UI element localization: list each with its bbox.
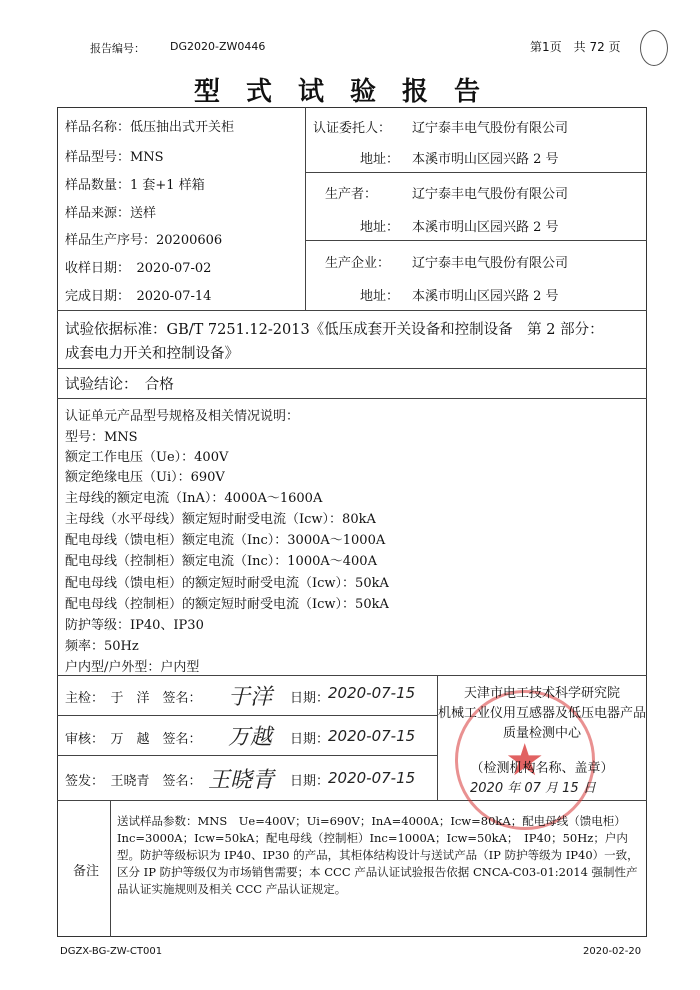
main-inspector-label: 主检： 于 洋 签名： [65, 691, 202, 706]
institution-date: 2020 年 07 月 15 日 [470, 781, 596, 796]
producer: 辽宁泰丰电气股份有限公司 [412, 187, 569, 202]
producer-address: 本溪市明山区园兴路 2 号 [412, 220, 559, 235]
form-code: DGZX-BG-ZW-CT001 [60, 946, 163, 957]
test-standard-cont: 成套电力开关和控制设备》 [65, 346, 239, 362]
client-address: 本溪市明山区园兴路 2 号 [412, 152, 559, 167]
issuer-label: 签发： 王晓青 签名： [65, 774, 202, 789]
seal-star-icon: ★ [505, 735, 545, 786]
receive-date: 收样日期： 2020-07-02 [65, 261, 212, 276]
handwritten-mark [640, 30, 668, 66]
main-date: 2020-07-15 [328, 684, 416, 702]
page-info: 第1页 共 72 页 [530, 40, 621, 54]
report-number-label: 报告编号： [90, 42, 145, 55]
spec-line: 额定绝缘电压（Ui）：690V [65, 470, 225, 485]
sample-source: 样品来源：送样 [65, 206, 157, 221]
sample-name: 样品名称：低压抽出式开关柜 [65, 120, 235, 135]
enterprise-label: 生产企业： [325, 256, 391, 271]
client-label: 认证委托人： [313, 121, 392, 136]
enterprise: 辽宁泰丰电气股份有限公司 [412, 256, 569, 271]
enterprise-address: 本溪市明山区园兴路 2 号 [412, 289, 559, 304]
producer-label: 生产者： [325, 187, 378, 202]
institution-note: （检测机构名称、盖章） [470, 761, 614, 776]
enterprise-address-label: 地址： [360, 289, 400, 304]
review-date: 2020-07-15 [328, 727, 416, 745]
review-date-label: 日期： [290, 732, 330, 747]
sample-model: 样品型号：MNS [65, 150, 164, 165]
complete-date: 完成日期： 2020-07-14 [65, 289, 212, 304]
main-date-label: 日期： [290, 691, 330, 706]
spec-line: 频率：50Hz [65, 639, 139, 654]
spec-line: 户内型/户外型：户内型 [65, 660, 200, 675]
spec-line: 防护等级：IP40、IP30 [65, 618, 204, 633]
institution-name-3: 质量检测中心 [502, 726, 581, 741]
issue-date-label: 日期： [290, 774, 330, 789]
spec-line: 配电母线（馈电柜）额定电流（Inc）：3000A～1000A [65, 533, 386, 548]
reviewer-label: 审核： 万 越 签名： [65, 732, 202, 747]
institution-name-2: 机械工业仪用互感器及低压电器产品 [437, 706, 646, 721]
spec-line: 额定工作电压（Ue）：400V [65, 450, 229, 465]
sample-quantity: 样品数量：1 套+1 样箱 [65, 178, 205, 193]
remarks-text: 送试样品参数：MNS Ue=400V；Ui=690V；InA=4000A；Icw=80kA；配电母线（馈电柜）Inc=3000A；Icw=50kA；配电母线（控制柜）Inc=1000A；Icw=50kA； IP40；50Hz；户内型。防护等级标识为 IP40、IP30 的产品，其柜体结构设计与送试产品（IP 防护等级为 IP40）一致，区分 IP 防护等级仅为市场销售需要；本 CCC 产品认证试验报告依据 CNCA-C03-01:2014 强制性产品认证实施规则及相关 CCC 产品认证规定。 [117, 814, 639, 896]
spec-line: 型号：MNS [65, 430, 138, 445]
spec-line: 配电母线（控制柜）的额定短时耐受电流（Icw）：50kA [65, 597, 389, 612]
test-standard: 试验依据标准：GB/T 7251.12-2013《低压成套开关设备和控制设备 第 2 部分： [65, 322, 604, 338]
report-number: DG2020-ZW0446 [170, 40, 266, 53]
report-title: 型式试验报告 [193, 77, 506, 107]
spec-line: 配电母线（馈电柜）的额定短时耐受电流（Icw）：50kA [65, 576, 389, 591]
issuer-signature: 王晓青 [208, 768, 275, 793]
client: 辽宁泰丰电气股份有限公司 [412, 121, 569, 136]
producer-address-label: 地址： [360, 220, 400, 235]
spec-line: 主母线（水平母线）额定短时耐受电流（Icw）：80kA [65, 512, 376, 527]
spec-line: 主母线的额定电流（InA）：4000A～1600A [65, 491, 323, 506]
test-conclusion: 试验结论： 合格 [65, 377, 174, 393]
form-date: 2020-02-20 [583, 946, 642, 957]
remarks-label: 备注 [73, 864, 100, 879]
client-address-label: 地址： [360, 152, 400, 167]
issue-date: 2020-07-15 [328, 769, 416, 787]
reviewer-signature: 万越 [228, 725, 273, 750]
spec-line: 配电母线（控制柜）额定电流（Inc）：1000A～400A [65, 554, 377, 569]
spec-heading: 认证单元产品型号规格及相关情况说明： [65, 409, 300, 424]
main-inspector-signature: 于洋 [228, 685, 273, 710]
institution-name: 天津市电工技术科学研究院 [463, 686, 620, 701]
sample-serial: 样品生产序号：20200606 [65, 233, 223, 248]
